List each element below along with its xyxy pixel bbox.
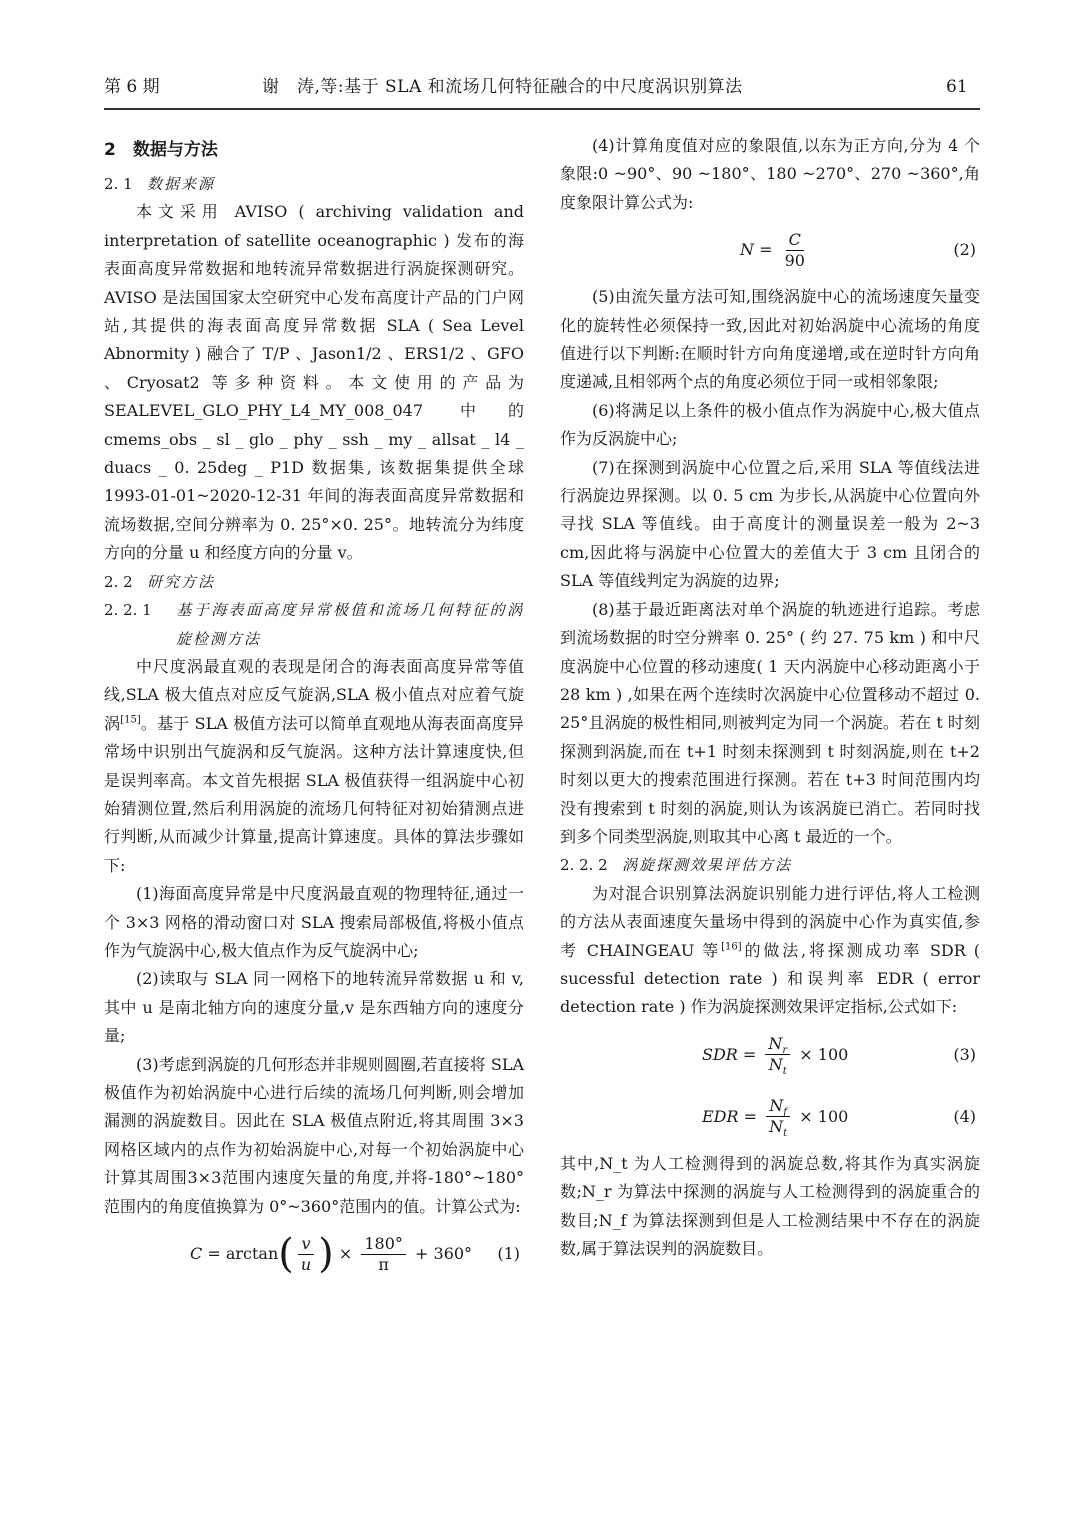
- eq-addend: + 360°: [415, 1243, 473, 1263]
- equation-number: (1): [497, 1243, 520, 1263]
- equation-number: (3): [953, 1044, 976, 1064]
- eq-factor: × 100: [799, 1106, 849, 1126]
- eq-lhs: N: [740, 240, 754, 260]
- citation-ref: [16]: [721, 941, 742, 953]
- eq-numerator: N: [769, 1096, 784, 1116]
- page-number: 61: [946, 77, 968, 97]
- subsection-2-2-1-heading: [104, 596, 524, 653]
- step-7: (7)在探测到涡旋中心位置之后,采用 SLA 等值线法进行涡旋边界探测。以 0. 5 cm 为步长,从涡旋中心位置向外寻找 SLA 等值线。由于高度计的测量误差一般为 2~3 cm,因此将与涡旋中心位置大的差值大于 3 cm 且闭合的 SLA 等值线判定为涡旋的边界;: [560, 457, 980, 591]
- equation-1: C = arctan ( $\frac{v}{u}$ ) × $\frac{180^\circ}{\pi}$ + 360° (1): [104, 1225, 524, 1283]
- paragraph-evaluation: [560, 880, 980, 1022]
- subsection-number: 2. 2. 2: [560, 856, 608, 875]
- text-run: 的做法,将探测成功率 SDR ( sucessful detection rate ) 和误判率 EDR ( error detection rate ) 作为涡旋探测效果评定指标,公式如下:: [560, 940, 980, 1017]
- eq-denominator: u: [300, 1254, 312, 1274]
- equation-3: SDR = $\frac{N_r}{N_t}$ × 100 (3): [560, 1026, 980, 1084]
- eq-denominator: N: [769, 1117, 784, 1137]
- step-1: (1)海面高度异常是中尺度涡最直观的物理特征,通过一个 3×3 网格的滑动窗口对 SLA 搜索局部极值,将极小值点作为气旋涡中心,极大值点作为反气旋涡中心;: [104, 884, 524, 960]
- eq-subscript: r: [782, 1045, 788, 1057]
- eq-subscript: t: [782, 1066, 787, 1078]
- step-2: (2)读取与 SLA 同一网格下的地转流异常数据 u 和 v,其中 u 是南北轴方向的速度分量,v 是东西轴方向的速度分量;: [104, 969, 524, 1046]
- eq-numerator: 180°: [361, 1234, 406, 1255]
- step-4: (4)计算角度值对应的象限值,以东为正方向,分为 4 个象限:0 ~90°、90 ~180°、180 ~270°、270 ~360°,角度象限计算公式为:: [560, 136, 980, 212]
- eq-numerator: v: [298, 1234, 313, 1255]
- subsection-title: 基于海表面高度异常极值和流场几何特征的涡旋检测方法: [176, 601, 524, 648]
- step-6: (6)将满足以上条件的极小值点作为涡旋中心,极大值点作为反涡旋中心;: [560, 400, 980, 449]
- paragraph-definitions: 其中,N_t 为人工检测得到的涡旋总数,将其作为真实涡旋数;N_r 为算法中探测的涡旋与人工检测得到的涡旋重合的数目;N_f 为算法探测到但是人工检测结果中不存在的涡旋数,属于算法误判的涡旋数目。: [560, 1153, 980, 1258]
- subsection-title: 涡旋探测效果评估方法: [622, 856, 793, 875]
- right-column: [560, 132, 980, 1263]
- eq-factor: × 100: [799, 1044, 849, 1064]
- subsection-2-2-heading: [104, 568, 524, 596]
- eq-numerator: C: [786, 230, 804, 251]
- subsection-number: 2. 1: [104, 175, 133, 193]
- issue-number: 第 6 期: [104, 77, 160, 97]
- text-run: 。基于 SLA 极值方法可以简单直观地从海表面高度异常场中识别出气旋涡和反气旋涡。这种方法计算速度快,但是误判率高。本文首先根据 SLA 极值获得一组涡旋中心初始猜测位置,然后利用涡旋的流场几何特征对初始猜测点进行判断,从而减少计算量,提高计算速度。具体的算法步骤如下:: [104, 713, 524, 875]
- subsection-number: 2. 2. 1: [104, 601, 152, 620]
- eq-fn: arctan: [225, 1243, 279, 1263]
- subsection-title: 数据来源: [146, 175, 215, 193]
- eq-denominator: π: [378, 1254, 389, 1274]
- subsection-title: 研究方法: [146, 572, 215, 591]
- section-heading: 2 数据与方法: [104, 140, 218, 160]
- equation-4: EDR = $\frac{N_f}{N_t}$ × 100 (4): [560, 1088, 980, 1146]
- eq-lhs: C: [190, 1243, 203, 1263]
- subsection-number: 2. 2: [104, 572, 133, 591]
- running-header: [0, 0, 1080, 112]
- paragraph-data-source: 本文采用 AVISO ( archiving validation and interpretation of satellite oceanographic ) 发布的海表面高度异常数据和地转流异常数据进行涡旋探测研究。AVISO 是法国国家太空研究中心发布高度计产品的门户网站,其提供的海表面高度异常数据 SLA ( Sea Level Abnormity ) 融合了 T/P 、Jason1/2 、ERS1/2 、GFO 、Cryosat2 等多种资料。本文使用的产品为 SEALEVEL_GLO_PHY_L4_MY_008_047 中的 cmems_obs _ sl _ glo _ phy _ ssh _ my _ allsat _ l4 _ duacs _ 0. 25deg _ P1D 数据集, 该数据集提供全球 1993-01-01~2020-12-31 年间的海表面高度异常数据和流场数据,空间分辨率为 0. 25°×0. 25°。地转流分为纬度方向的分量 u 和经度方向的分量 v。: [104, 202, 524, 563]
- eq-subscript: f: [783, 1107, 787, 1119]
- eq-numerator: N: [768, 1034, 783, 1054]
- text-run: 中尺度涡最直观的表现是闭合的海表面高度异常等值线,SLA 极大值点对应反气旋涡,SLA 极小值点对应着气旋涡: [104, 656, 524, 733]
- running-title: 谢 涛,等:基于 SLA 和流场几何特征融合的中尺度涡识别算法: [262, 77, 743, 97]
- eq-denominator: 90: [784, 250, 805, 270]
- eq-lhs: SDR: [702, 1044, 738, 1064]
- equation-number: (4): [953, 1106, 976, 1126]
- text-run: 为对混合识别算法涡旋识别能力进行评估,将人工检测的方法从表面速度矢量场中得到的涡旋中心作为真实值,参考 CHAINGEAU 等: [560, 883, 980, 960]
- paragraph-method-intro: [104, 653, 524, 880]
- eq-subscript: t: [783, 1128, 788, 1140]
- step-5: (5)由流矢量方法可知,围绕涡旋中心的流场速度矢量变化的旋转性必须保持一致,因此对初始涡旋中心流场的角度值进行以下判断:在顺时针方向角度递增,或在逆时针方向角度递减,且相邻两个点的角度必须位于同一或相邻象限;: [560, 287, 980, 392]
- header-rule: [104, 108, 980, 110]
- step-8: (8)基于最近距离法对单个涡旋的轨迹进行追踪。考虑到流场数据的时空分辨率 0. 25° ( 约 27. 75 km ) 和中尺度涡旋中心位置的移动速度( 1 天内涡旋中心移动距离小于 28 km ) ,如果在两个连续时次涡旋中心位置移动不超过 0. 25°且涡旋的极性相同,则被判定为同一个涡旋。若在 t 时刻探测到涡旋,而在 t+1 时刻未探测到 t 时刻涡旋,则在 t+2 时刻以更大的搜索范围进行探测。若在 t+3 时间范围内均没有搜索到 t 时刻的涡旋,则认为该涡旋已消亡。若同时找到多个同类型涡旋,则取其中心离 t 最近的一个。: [560, 599, 980, 846]
- subsection-2-1-heading: [104, 170, 524, 198]
- equation-number: (2): [953, 240, 976, 260]
- step-3: (3)考虑到涡旋的几何形态并非规则圆圈,若直接将 SLA 极值作为初始涡旋中心进行后续的流场几何判断,则会增加漏测的涡旋数目。因此在 SLA 极值点附近,将其周围 3×3 网格区域内的点作为初始涡旋中心,对每一个初始涡旋中心计算其周围3×3范围内速度矢量的角度,并将-180°~180°范围内的角度值换算为 0°~360°范围内的值。计算公式为:: [104, 1054, 524, 1216]
- equation-2: N = $\frac{C}{90}$ (2): [560, 221, 980, 279]
- eq-times: ×: [338, 1243, 353, 1263]
- left-column: [104, 132, 524, 1287]
- subsection-2-2-2-heading: [560, 851, 980, 879]
- citation-ref: [15]: [120, 714, 141, 726]
- eq-lhs: EDR: [702, 1106, 739, 1126]
- eq-denominator: N: [768, 1055, 783, 1075]
